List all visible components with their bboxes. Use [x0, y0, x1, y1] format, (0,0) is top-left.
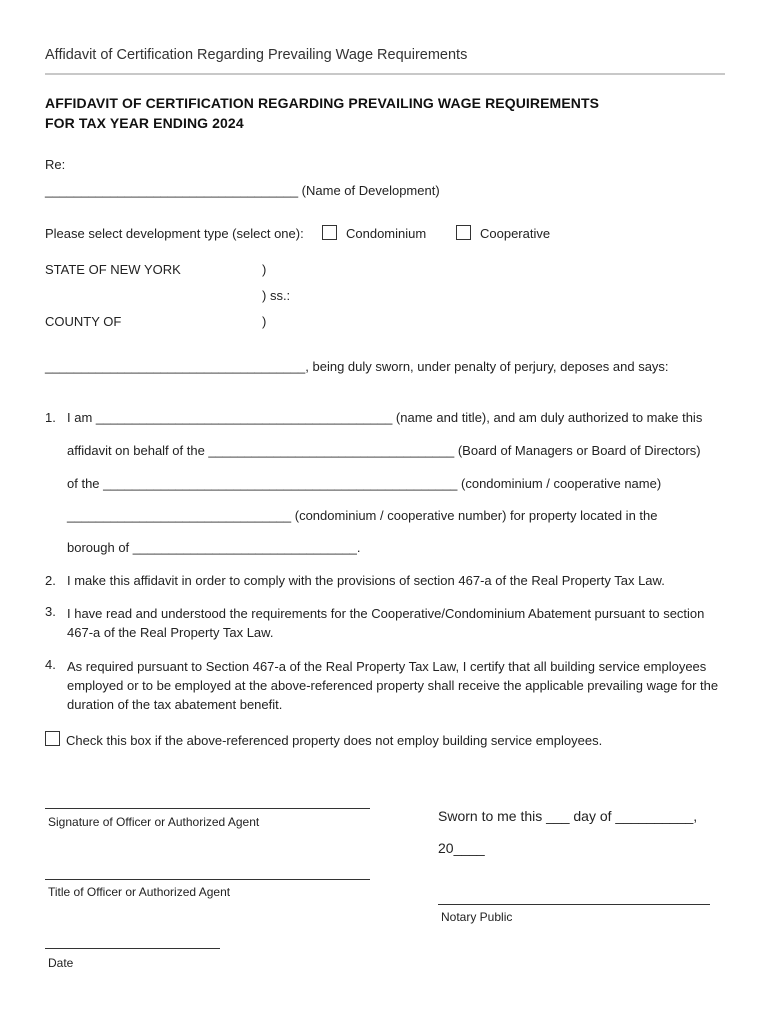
item-4-number: 4. [45, 657, 56, 672]
venue-ss: ) ss.: [262, 288, 291, 303]
sworn-to-line[interactable]: Sworn to me this ___ day of __________, [438, 808, 698, 824]
document-title-line1: AFFIDAVIT OF CERTIFICATION REGARDING PREVAILING WAGE REQUIREMENTS [45, 95, 600, 111]
item-3-number: 3. [45, 604, 56, 619]
development-name-field[interactable]: ___________________________________ (Name of Development) [45, 183, 440, 198]
venue-paren-1: ) [262, 262, 267, 277]
cooperative-label: Cooperative [480, 226, 551, 241]
sworn-year[interactable]: 20____ [438, 840, 485, 856]
venue-county[interactable]: COUNTY OF [45, 314, 122, 329]
venue-paren-3: ) [262, 314, 267, 329]
item-1-coop-name[interactable]: of the _________________________________________________ (condominium / cooperative name) [67, 476, 662, 491]
notary-label: Notary Public [441, 910, 513, 924]
officer-title-label: Title of Officer or Authorized Agent [48, 885, 231, 899]
item-4-text: As required pursuant to Section 467-a of the Real Property Tax Law, I certify that all building service employees employed or to be employed at the above-referenced property shall receive the applicable prevailing wage for the duration of the tax abatement benefit. [67, 659, 719, 712]
item-3-text: I have read and understood the requirements for the Cooperative/Condominium Abatement pursuant to section 467-a of the Real Property Tax Law. [67, 606, 705, 640]
no-employees-label: Check this box if the above-referenced property does not employ building service employees. [66, 733, 603, 748]
officer-signature-label: Signature of Officer or Authorized Agent [48, 815, 260, 829]
officer-title-line[interactable] [45, 879, 370, 880]
date-line[interactable] [45, 948, 220, 949]
item-2-number: 2. [45, 573, 56, 588]
item-1-name-title[interactable]: I am _________________________________________ (name and title), and am duly authorized to make this [67, 410, 703, 425]
item-1-borough[interactable]: borough of _______________________________. [67, 540, 361, 555]
condominium-label: Condominium [346, 226, 427, 241]
running-header: Affidavit of Certification Regarding Prevailing Wage Requirements [45, 47, 468, 63]
cooperative-checkbox[interactable] [456, 225, 471, 243]
development-type-prompt: Please select development type (select one): [45, 226, 304, 241]
no-employees-checkbox[interactable] [45, 731, 60, 749]
venue-state: STATE OF NEW YORK [45, 262, 181, 277]
condominium-checkbox[interactable] [322, 225, 337, 243]
affiant-sworn-line[interactable]: ____________________________________, being duly sworn, under penalty of perjury, deposes and says: [45, 359, 669, 374]
document-title-line2: FOR TAX YEAR ENDING 2024 [45, 115, 244, 131]
item-1-board[interactable]: affidavit on behalf of the __________________________________ (Board of Managers or Board of Directors) [67, 443, 701, 458]
officer-signature-line[interactable] [45, 808, 370, 809]
re-label: Re: [45, 157, 66, 172]
item-1-number: 1. [45, 410, 56, 425]
item-2-text: I make this affidavit in order to comply with the provisions of section 467-a of the Real Property Tax Law. [67, 573, 665, 588]
header-divider [45, 73, 725, 75]
item-1-coop-number[interactable]: _______________________________ (condominium / cooperative number) for property located in the [67, 508, 658, 523]
date-label: Date [48, 956, 74, 970]
notary-signature-line[interactable] [438, 904, 710, 905]
